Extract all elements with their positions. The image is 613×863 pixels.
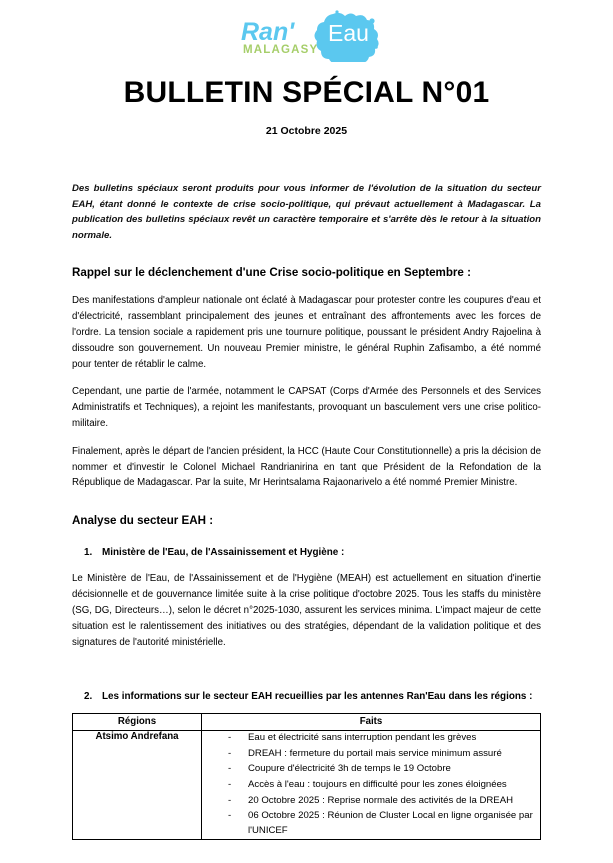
list-item-text: Coupure d'électricité 3h de temps le 19 Octobre xyxy=(248,763,451,775)
list-item xyxy=(202,731,540,746)
table-header-row xyxy=(73,714,541,731)
analysis-item-1-label: Ministère de l'Eau, de l'Assainissement et Hygiène : xyxy=(102,546,345,558)
raneau-malagasy-logo xyxy=(233,10,381,62)
section-spacer xyxy=(72,650,541,674)
list-item xyxy=(202,794,540,809)
table-row xyxy=(73,731,541,840)
crisis-paragraph-2: Cependant, une partie de l'armée, notamment le CAPSAT (Corps d'Armée des Personnels et des Services Administratifs et Techniques), a rejoint les manifestants, provoquant un basculement vers une crise politico-militaire. xyxy=(72,386,541,430)
bullet-dash: - xyxy=(228,794,232,806)
logo-container xyxy=(72,0,541,62)
logo-brand-eau: Eau xyxy=(327,20,369,46)
crisis-paragraph-1: Des manifestations d'ampleur nationale ont éclaté à Madagascar pour protester contre les coupures d'eau et d'électricité, rassemblant principalement des jeunes et entraînant des affrontements avec les forces de l'ordre. La tension sociale a rapidement pris une tournure politique, poussant le président Andry Rajoelina à dissoudre son gouvernement. Un nouveau Premier ministre, le général Ruphin Zafisambo, a été nommé pour tenter de rétablir le calme. xyxy=(72,295,541,370)
analysis-item-1-heading xyxy=(72,546,541,560)
list-item-text: 20 Octobre 2025 : Reprise normale des activités de la DREAH xyxy=(248,794,514,806)
table-header-faits: Faits xyxy=(202,714,541,731)
crisis-section-heading: Rappel sur le déclenchement d'une Crise socio-politique en Septembre : xyxy=(72,266,471,280)
logo-brand-ran: Ran' xyxy=(240,18,294,46)
table-body xyxy=(73,731,541,840)
list-item xyxy=(202,778,540,793)
bulletin-date: 21 Octobre 2025 xyxy=(265,125,348,137)
bullet-dash: - xyxy=(228,763,232,775)
list-item-text: 06 Octobre 2025 : Réunion de Cluster Local en ligne organisée par l'UNICEF xyxy=(248,810,533,836)
intro-paragraph: Des bulletins spéciaux seront produits pour vous informer de l'évolution de la situation du secteur EAH, étant donné le contexte de crise socio-politique, qui prévaut actuellement à Madagascar. La publication des bulletins spéciaux revêt un caractère temporaire et s'arrête dès le retour à la situation normale. xyxy=(72,183,541,241)
bullet-dash: - xyxy=(228,732,232,744)
list-item-text: Eau et électricité sans interruption pendant les grèves xyxy=(248,732,477,744)
analysis-item-1-paragraph: Le Ministère de l'Eau, de l'Assainissement et de l'Hygiène (MEAH) est actuellement en situation d'inertie décisionnelle et de gouvernance limitée suite à la crise politique d'octobre 2025. Tous les staffs du ministère (SG, DG, Directeurs…), selon le décret n°2025-1030, assurent les services minima. L'impact majeur de cette situation est le ralentissement des initiatives ou des stratégies, dépendant de la validation politique et des signatures de l'autorité ministérielle. xyxy=(72,573,541,648)
list-item-text: Accès à l'eau : toujours en difficulté pour les zones éloignées xyxy=(248,779,507,791)
list-item xyxy=(202,762,540,777)
list-item xyxy=(202,809,540,838)
crisis-paragraph-3: Finalement, après le départ de l'ancien président, la HCC (Haute Cour Constitutionnelle) a pris la décision de nommer et d'investir le Colonel Michael Randrianirina en tant que Président de la Refondation de la République de Madagascar. Par la suite, Mr Herintsalama Rajaonarivelo a été nommé Premier Ministre. xyxy=(72,445,541,489)
facts-list xyxy=(202,731,540,838)
logo-tagline: MALAGASY xyxy=(242,44,318,56)
bullet-dash: - xyxy=(228,810,232,822)
bullet-dash: - xyxy=(228,779,232,791)
table-cell-facts xyxy=(202,731,541,840)
page-title: BULLETIN SPÉCIAL N°01 xyxy=(123,76,490,109)
analysis-item-2-label: Les informations sur le secteur EAH recueillies par les antennes Ran'Eau dans les régions : xyxy=(102,691,533,703)
analysis-item-2-heading xyxy=(72,690,541,704)
analysis-item-2-number: 2. xyxy=(84,691,93,703)
analysis-item-1-number: 1. xyxy=(84,546,93,558)
table-cell-region: Atsimo Andrefana xyxy=(73,731,202,840)
analysis-section-heading: Analyse du secteur EAH : xyxy=(72,514,214,528)
table-header-regions: Régions xyxy=(73,714,202,731)
list-item-text: DREAH : fermeture du portail mais service minimum assuré xyxy=(248,747,502,759)
table-header xyxy=(73,714,541,731)
regions-facts-table xyxy=(72,713,541,840)
bullet-dash: - xyxy=(228,747,232,759)
list-item xyxy=(202,747,540,762)
